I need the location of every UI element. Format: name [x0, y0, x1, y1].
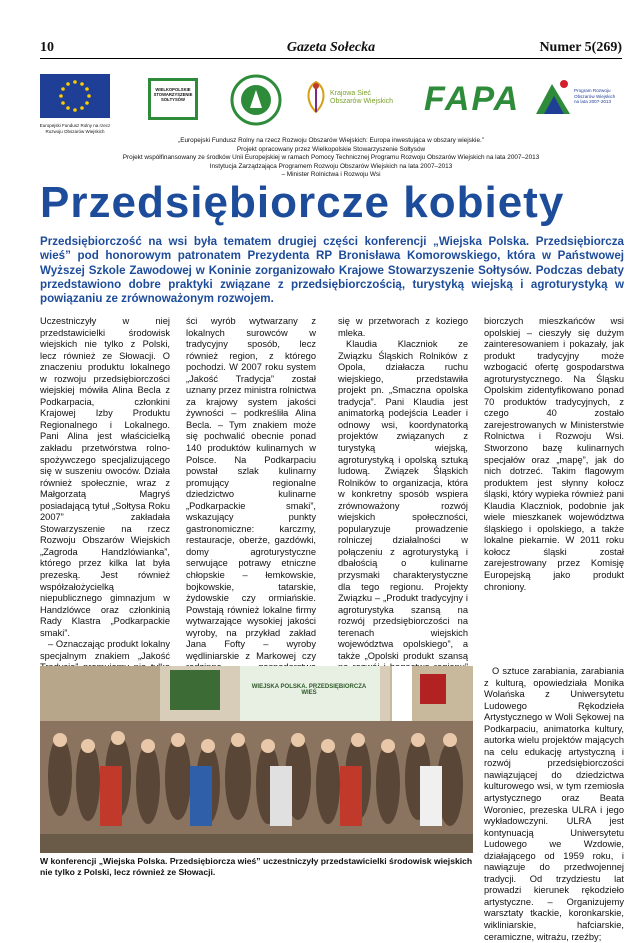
conference-photo: [40, 666, 473, 853]
photo-caption: W konferencji „Wiejska Polska. Przedsiębiorcza wieś” uczestniczyły przedstawicielki środowisk wiejskich nie tylko z Polski, lecz również ze Słowacji.: [40, 856, 473, 877]
credit-line: Instytucja Zarządzająca Programem Rozwoju Obszarów Wiejskich na lata 2007–2013: [209, 162, 453, 170]
round-seal-icon: [230, 74, 282, 131]
page-number: 10: [40, 40, 54, 55]
ksow-text: Krajowa Sieć Obszarów Wiejskich: [330, 90, 394, 105]
wielkopolskie-stowarzyszenie-soltysow-icon: [148, 78, 198, 120]
credit-line: Projekt opracowany przez Wielkopolskie Stowarzyszenie Sołtysów: [236, 145, 426, 153]
wss-logo-text: WIELKOPOLSKIE STOWARZYSZENIE SOŁTYSÓW: [153, 87, 193, 102]
paragraph: się w przetworach z koziego mleka.: [338, 316, 468, 338]
krajowa-siec-icon: [302, 78, 412, 114]
article-headline: Przedsiębiorcze kobiety: [40, 178, 565, 227]
issue-number: Numer 5(269): [539, 40, 622, 55]
article-body: [40, 316, 624, 666]
text-column-3: [338, 316, 468, 666]
paragraph: – Oznaczając produkt lokalny specjalnym znakiem „Jakość: [40, 639, 170, 661]
credit-line: – Minister Rolnictwa i Rozwoju Wsi: [281, 171, 381, 179]
paragraph: ści wyrób wytwarzany z lokalnych surowców w tradycyjny sposób, lecz również region, z którego pochodzi. W 2007 roku system „Jakość Tradycja” został uznany przez ministra rolnictwa za krajowy system jakości żywności – podkreśliła Alina Becla. – Tym znakiem może się pochwalić obecnie ponad 140 produktów kulinarnych w Polsce. Na Podkarpaciu powstał szlak kulinarny promujący regionalne dziedzictwo kulinarne „Podkarpackie smaki”, wskazujący punkty gastronomiczne: karczmy, restauracje, oberże, gazdówki, domy agroturystyczne serwujące potrawy etniczne chłopskie – łemkowskie, bojkowskie, tatarskie, żydowskie czy ormiańskie. Powstają również lokalne firmy wytwarzające wysokiej jakości wyroby, na przykład zakład Jana Fofty – wyroby wędliniarskie z Markowej czy: [186, 316, 316, 661]
page-header: [40, 38, 622, 59]
paragraph: biorczych mieszkańców wsi opolskiej – cieszyły się dużym zainteresowaniem i pokazały, jak produkt tradycyjny może wzbogacić ofertę gospodarstwa agroturystycznego. Na Śląsku Opolskim zidentyfikowano ponad 70 produktów tradycyjnych, z czego 40 zostało zarejestrowanych w Ministerstwie Rolnictwa i Rozwoju Wsi. Stworzono bazę kulinarnych specjałów oraz „mapę”, jak do nich dotrzeć. Takim flagowym produktem jest słynny kołocz śląski, który wypieka również pani Klaudia Klaczniok, podobnie jak wiele mieszkanek województwa śląskiego i opolskiego, a także lokalne piekarnie. W 2011 roku kołocz śląski został zarejestrowany przez Komisję Europejską jako produkt chroniony.: [484, 316, 624, 592]
sponsor-logos: [40, 74, 622, 134]
prow-text: Program Rozwoju Obszarów Wiejskich na lata 2007-2013: [574, 88, 616, 105]
paragraph: Klaudia Klaczniok ze Związku Śląskich Rolników z Opola, działacza ruchu wiejskiego, przedstawiła projekt pn. „Smaczna opolska tradycja”. Pani Klaudia jest animatorką podejścia Leader i odnowy wsi, koordynatorką projektów związanych z turystyką wiejską, agroturystyką i opolską sztuką ludową. Związek Śląskich Rolników to organizacja, która w konkretny sposób wspiera zrównoważony rozwój wiejskich społeczności, popularyzuje prowadzenie rolniczej działalności w połączeniu z agroturystyką i dbałością o kulinarne przysmaki charakterystyczne dla tego regionu. Projekty Związku – „Produkt tradycyjny i agroturystyka szansą na rozwój przedsiębiorczości na terenach wiejskich województwa opolskiego”, a także „Opolski produkt szansą: [338, 339, 468, 661]
fapa-text: FAPA: [424, 80, 521, 118]
publication-title: Gazeta Sołecka: [286, 40, 376, 55]
credit-line: „Europejski Fundusz Rolny na rzecz Rozwoju Obszarów Wiejskich: Europa inwestująca w obszary wiejskie.”: [178, 137, 484, 144]
credit-line: Projekt współfinansowany ze środków Unii Europejskiej w ramach Pomocy Technicznej Programu Rozwoju Obszarów Wiejskich na lata 2007–2013: [122, 154, 540, 162]
photo-banner-text: WIEJSKA POLSKA. PRZEDSIĘBIORCZA WIEŚ: [251, 684, 367, 696]
eu-caption: Europejski Fundusz Rolny na rzecz Rozwoju Obszarów Wiejskich: [39, 123, 111, 134]
text-column-4: [484, 316, 624, 666]
paragraph: Uczestniczyły w niej przedstawicielki środowisk wiejskich nie tylko z Polski, lecz również ze Słowacji. O znaczeniu produktu lokalnego w rozwoju przedsiębiorczości wiejskiej mówiła Alina Becla z Podkarpacia, członkini Krajowej Izby Produktu Regionalnego i Lokalnego. Pani Alina jest właścicielką zakładu przetwórstwa rolno-spożywczego specjalizującego się w suszeniu owoców. Działa również społecznie, wraz z Małgorzatą Magryś posiadającą tytuł „Sołtysa Roku 2007” zakładała Stowarzyszenie na rzecz Rozwoju Obszarów Wiejskich „Zagroda Handzlówianka”, którego przez kilka lat była prezeską. Jest również współzałożycielką niepublicznego gimnazjum w Handzlówce oraz członkinią Rady Klastra „Podkarpackie smaki”.: [40, 316, 170, 638]
paragraph: O sztuce zarabiania, zarabiania z kulturą, opowiedziała Monika Wolańska z Uniwersytetu Ludowego Rękodzieła Artystycznego w Woli Sękowej na Podkarpaciu, animatorka kultury, autorka wielu projektów mających na celu edukację artystyczną i rozwój przedsiębiorczości nawiązującej do dziedzictwa kulturowego wsi, w tym rzemiosła artystycznego oraz Beata Woroniec, prezeska ULRA i jego wykładowczyni. ULRA jest kontynuacją Uniwersytetu Ludowego we Wzdowie, działającego od 1959 roku, i nawiązuje do przedwojennej tradycji. Od trzydziestu lat prowadzi kierunek rękodzieło artystyczne. – Organizujemy warsztaty tkackie, koronkarskie, wikliniarskie, hafciarskie, ceramiczne, witrażu, rzeźby;: [484, 666, 624, 942]
eu-flag-icon: [40, 74, 120, 134]
text-column-5: [484, 666, 624, 942]
text-column-1: [40, 316, 170, 666]
fapa-icon: [424, 80, 520, 119]
text-column-2: [186, 316, 316, 666]
article-lead: Przedsiębiorczość na wsi była tematem drugiej części konferencji „Wiejska Polska. Przedsiębiorcza wieś” pod honorowym patronatem Prezydenta RP Bronisława Komorowskiego, która w Państwowej Wyższej Szkole Zawodowej w Koninie zorganizowało Krajowe Stowarzyszenie Sołtysów. Podczas debaty przedstawiono dobre praktyki związane z przedsiębiorczością, turystyką wiejską i agroturystyką w powiązaniu ze zrównoważonym rozwojem.: [40, 235, 624, 306]
funding-credits: [40, 137, 622, 180]
prow-icon: [532, 74, 624, 122]
